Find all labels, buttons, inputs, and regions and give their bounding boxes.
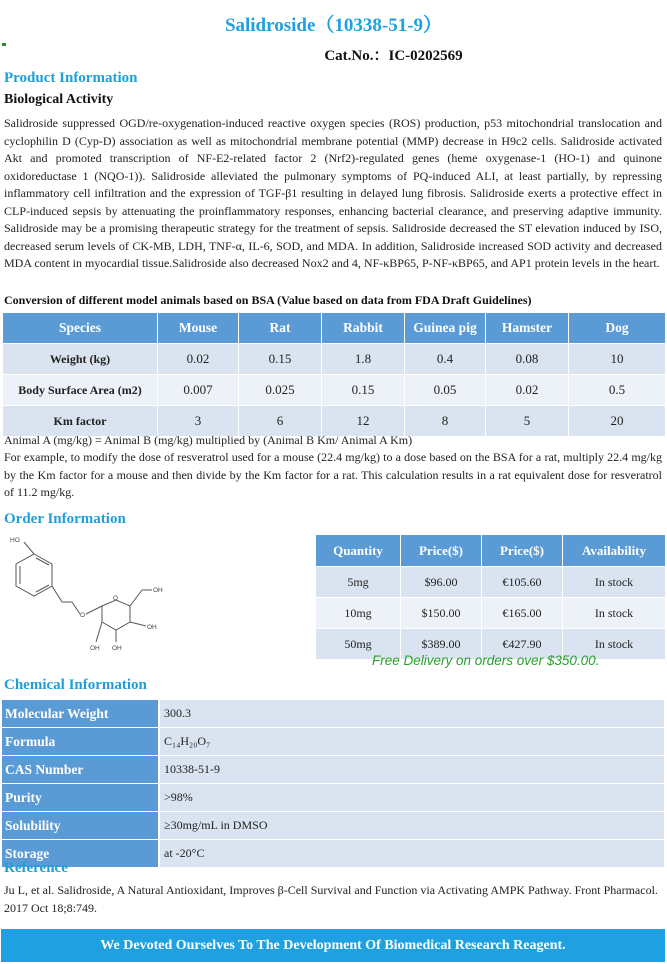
bsa-row-label: Weight (kg) — [3, 344, 158, 375]
bsa-cell: 6 — [239, 406, 322, 437]
product-info-heading: Product Information — [4, 70, 138, 86]
order-table — [315, 534, 666, 660]
bsa-header-cell: Dog — [569, 313, 666, 344]
bsa-header-cell: Hamster — [486, 313, 569, 344]
chemical-structure-image — [4, 534, 184, 664]
order-price-usd: $150.00 — [401, 598, 482, 629]
structure-label: O — [113, 595, 119, 602]
footer-banner: We Devoted Ourselves To The Development Of Biomedical Research Reagent. — [1, 929, 665, 962]
bsa-cell: 0.025 — [239, 375, 322, 406]
bsa-cell: 1.8 — [322, 344, 405, 375]
bsa-header-cell: Species — [3, 313, 158, 344]
structure-label: OH — [90, 645, 100, 652]
structure-label: OH — [147, 624, 157, 631]
bsa-header-cell: Rabbit — [322, 313, 405, 344]
bsa-cell: 0.5 — [569, 375, 666, 406]
biological-activity-text: Salidroside suppressed OGD/re-oxygenation-induced reactive oxygen species (ROS) production, p53 mitochondrial translocation and cyclophilin D (Cyp-D) association as well as mitochondrial membrane potential (MMP) decrease in H9c2 cells. Salidroside activated Akt and promoted transcription of NF-E2-related factor 2 (Nrf2)-regulated genes (heme oxygenase-1 (HO-1) and quinone oxidoreductase 1 (NQO-1)). Salidroside alleviated the pulmonary symptoms of PQ-induced ALI, at least partially, by repressing inflammatory cell infiltration and the expression of TGF-β1 resulting in delayed lung fibrosis. Salidroside exerts a protective effect in CLP-induced sepsis by attenuating the proinflammatory responses, enhancing bacterial clearance, and preserving adaptive immunity. Salidroside may be a promising therapeutic strategy for the treatment of sepsis. Salidroside decreased the ST elevation induced by ISO, decreased serum levels of CK-MB, LDH, TNF-α, IL-6, SOD, and MDA. In addition, Salidroside increased SOD activity and decreased MDA content in myocardial tissue.Salidroside also decreased Nox2 and 4, NF-κBP65, P-NF-κBP65, and AP1 protein levels in the heart. — [4, 116, 662, 270]
table-row — [2, 812, 664, 840]
order-quantity: 50mg — [316, 629, 401, 660]
reference-text: Ju L, et al. Salidroside, A Natural Antioxidant, Improves β-Cell Survival and Function via Activating AMPK Pathway. Front Pharmacol. 2017 Oct 18;8:749. — [4, 883, 658, 915]
chem-key: Formula — [2, 728, 159, 756]
bsa-cell: 0.02 — [486, 375, 569, 406]
chemical-info-heading: Chemical Information — [4, 677, 147, 693]
order-price-eur: €427.90 — [482, 629, 563, 660]
chem-key: Solubility — [2, 812, 159, 840]
chem-value: ≥30mg/mL in DMSO — [159, 812, 664, 840]
order-info-heading: Order Information — [4, 511, 126, 527]
order-quantity: 10mg — [316, 598, 401, 629]
chem-value: 10338-51-9 — [159, 756, 664, 784]
order-header-cell: Price($) — [401, 535, 482, 567]
bsa-header-cell: Mouse — [158, 313, 239, 344]
chem-key: CAS Number — [2, 756, 159, 784]
order-header-row — [316, 535, 666, 567]
bsa-cell: 3 — [158, 406, 239, 437]
bsa-row-label: Body Surface Area (m2) — [3, 375, 158, 406]
catalog-number: Cat.No.：IC-0202569 — [324, 48, 463, 64]
structure-label: OH — [112, 645, 122, 652]
order-quantity: 5mg — [316, 567, 401, 598]
bsa-cell: 20 — [569, 406, 666, 437]
bsa-cell: 5 — [486, 406, 569, 437]
chem-key: Molecular Weight — [2, 700, 159, 728]
table-row — [2, 700, 664, 728]
benzene-ring — [16, 554, 52, 596]
chem-value: >98% — [159, 784, 664, 812]
order-availability: In stock — [563, 567, 666, 598]
order-header-cell: Availability — [563, 535, 666, 567]
bsa-conversion-table — [2, 312, 666, 437]
bsa-cell: 0.15 — [239, 344, 322, 375]
order-price-usd: $96.00 — [401, 567, 482, 598]
table-row — [2, 840, 664, 868]
chemical-info-table — [2, 700, 664, 868]
bsa-cell: 0.05 — [405, 375, 486, 406]
bsa-cell: 0.02 — [158, 344, 239, 375]
order-header-cell: Price($) — [482, 535, 563, 567]
order-availability: In stock — [563, 629, 666, 660]
chem-value: at -20°C — [159, 840, 664, 868]
order-header-cell: Quantity — [316, 535, 401, 567]
sugar-ring — [102, 600, 130, 630]
chem-value: C₁₄H₂₀O₇ — [159, 728, 664, 756]
order-availability: In stock — [563, 598, 666, 629]
free-delivery-note: Free Delivery on orders over $350.00. — [372, 653, 600, 668]
table-row — [2, 756, 664, 784]
bsa-row-label: Km factor — [3, 406, 158, 437]
bsa-example: For example, to modify the dose of resveratrol used for a mouse (22.4 mg/kg) to a dose based on the BSA for a rat, multiply 22.4 mg/kg by the Km factor for a mouse and then divide by the Km factor for a rat. This calculation results in a rat equivalent dose for resveratrol of 11.2 mg/kg. — [4, 450, 662, 499]
structure-label: HO — [10, 537, 20, 544]
bsa-header-cell: Guinea pig — [405, 313, 486, 344]
chem-key: Purity — [2, 784, 159, 812]
order-price-usd: $389.00 — [401, 629, 482, 660]
bsa-header-cell: Rat — [239, 313, 322, 344]
bsa-cell: 0.4 — [405, 344, 486, 375]
table-row — [3, 375, 666, 406]
reference-heading: Reference — [4, 860, 68, 876]
table-row[interactable] — [316, 567, 666, 598]
chem-value: 300.3 — [159, 700, 664, 728]
bsa-cell: 0.007 — [158, 375, 239, 406]
table-row — [2, 728, 664, 756]
bsa-cell: 10 — [569, 344, 666, 375]
order-price-eur: €165.00 — [482, 598, 563, 629]
table-row[interactable] — [316, 598, 666, 629]
bsa-cell: 12 — [322, 406, 405, 437]
bsa-header-row — [3, 313, 666, 344]
order-price-eur: €105.60 — [482, 567, 563, 598]
biological-activity-heading: Biological Activity — [4, 92, 114, 107]
chem-key: Storage — [2, 840, 159, 868]
table-row — [3, 344, 666, 375]
structure-label: O — [80, 612, 86, 619]
bsa-formula: Animal A (mg/kg) = Animal B (mg/kg) multiplied by (Animal B Km/ Animal A Km) — [4, 433, 413, 447]
table-row — [2, 784, 664, 812]
structure-label: OH — [153, 587, 163, 594]
bsa-cell: 8 — [405, 406, 486, 437]
bsa-cell: 0.15 — [322, 375, 405, 406]
bsa-cell: 0.08 — [486, 344, 569, 375]
bsa-table-caption: Conversion of different model animals based on BSA (Value based on data from FDA Draft Guidelines) — [4, 293, 532, 307]
product-title: Salidroside（10338-51-9） — [224, 15, 443, 36]
